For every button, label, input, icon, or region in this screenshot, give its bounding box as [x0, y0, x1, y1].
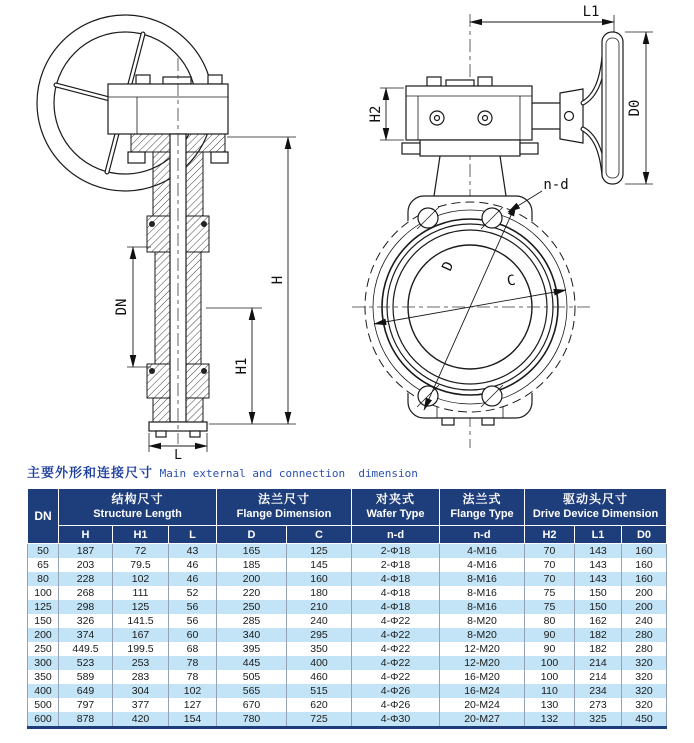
- value-cell: 111: [113, 586, 169, 600]
- value-cell: 143: [575, 572, 622, 586]
- value-cell: 72: [113, 544, 169, 559]
- value-cell: 210: [287, 600, 352, 614]
- table-row: [28, 656, 667, 670]
- col-header-nd-wafer: n-d: [352, 526, 440, 544]
- group-flange-dim-en: Flange Dimension: [236, 507, 332, 520]
- value-cell: 167: [113, 628, 169, 642]
- value-cell: 75: [525, 600, 575, 614]
- value-cell: 102: [169, 684, 217, 698]
- gearbox-front: [108, 75, 228, 134]
- col-header-c: C: [287, 526, 352, 544]
- value-cell: 240: [287, 614, 352, 628]
- value-cell: 4-Φ30: [352, 712, 440, 728]
- value-cell: 130: [525, 698, 575, 712]
- value-cell: 56: [169, 600, 217, 614]
- section-title-en: Main external and connection dimension: [153, 467, 418, 480]
- value-cell: 46: [169, 558, 217, 572]
- value-cell: 8-M20: [440, 614, 525, 628]
- value-cell: 160: [622, 544, 667, 559]
- dn-cell: 80: [28, 572, 59, 586]
- value-cell: 90: [525, 642, 575, 656]
- col-header-l1: L1: [575, 526, 622, 544]
- group-structure-zh: 结构尺寸: [111, 492, 164, 507]
- value-cell: 20-M24: [440, 698, 525, 712]
- dn-cell: 200: [28, 628, 59, 642]
- value-cell: 185: [217, 558, 287, 572]
- value-cell: 250: [217, 600, 287, 614]
- table-row: [28, 712, 667, 728]
- value-cell: 16-M20: [440, 670, 525, 684]
- col-group-structure: [59, 489, 217, 526]
- value-cell: 12-M20: [440, 642, 525, 656]
- col-header-d: D: [217, 526, 287, 544]
- value-cell: 4-Φ22: [352, 656, 440, 670]
- dn-cell: 400: [28, 684, 59, 698]
- value-cell: 203: [59, 558, 113, 572]
- value-cell: 4-Φ18: [352, 572, 440, 586]
- dim-L1: [470, 4, 614, 33]
- value-cell: 132: [525, 712, 575, 728]
- col-header-h: H: [59, 526, 113, 544]
- value-cell: 8-M16: [440, 600, 525, 614]
- table-row: [28, 670, 667, 684]
- group-drive-zh: 驱动头尺寸: [562, 492, 628, 507]
- value-cell: 150: [575, 586, 622, 600]
- value-cell: 200: [622, 586, 667, 600]
- dim-label-D0: D0: [627, 99, 643, 117]
- value-cell: 4-Φ22: [352, 642, 440, 656]
- value-cell: 70: [525, 544, 575, 559]
- value-cell: 725: [287, 712, 352, 728]
- dn-cell: 125: [28, 600, 59, 614]
- col-group-wafer: [352, 489, 440, 526]
- value-cell: 16-M24: [440, 684, 525, 698]
- value-cell: 100: [525, 656, 575, 670]
- col-group-flange-dim: [217, 489, 352, 526]
- dim-label-D: D: [439, 259, 458, 274]
- value-cell: 154: [169, 712, 217, 728]
- value-cell: 127: [169, 698, 217, 712]
- dim-DN: [114, 247, 151, 367]
- value-cell: 280: [622, 628, 667, 642]
- value-cell: 670: [217, 698, 287, 712]
- value-cell: 8-M16: [440, 572, 525, 586]
- value-cell: 320: [622, 656, 667, 670]
- value-cell: 125: [287, 544, 352, 559]
- group-wafer-en: Wafer Type: [366, 507, 425, 520]
- value-cell: 878: [59, 712, 113, 728]
- dimension-table: [27, 488, 667, 729]
- value-cell: 8-M16: [440, 586, 525, 600]
- value-cell: 90: [525, 628, 575, 642]
- value-cell: 200: [217, 572, 287, 586]
- group-flange-type-zh: 法兰式: [462, 492, 502, 507]
- value-cell: 150: [575, 600, 622, 614]
- value-cell: 79.5: [113, 558, 169, 572]
- value-cell: 2-Φ18: [352, 558, 440, 572]
- value-cell: 162: [575, 614, 622, 628]
- dn-cell: 50: [28, 544, 59, 559]
- value-cell: 304: [113, 684, 169, 698]
- value-cell: 160: [622, 558, 667, 572]
- value-cell: 180: [287, 586, 352, 600]
- value-cell: 4-Φ18: [352, 600, 440, 614]
- value-cell: 4-Φ22: [352, 670, 440, 684]
- value-cell: 374: [59, 628, 113, 642]
- value-cell: 780: [217, 712, 287, 728]
- col-group-drive: [525, 489, 667, 526]
- value-cell: 4-Φ22: [352, 628, 440, 642]
- value-cell: 100: [525, 670, 575, 684]
- value-cell: 4-Φ18: [352, 586, 440, 600]
- col-header-l: L: [169, 526, 217, 544]
- value-cell: 145: [287, 558, 352, 572]
- value-cell: 214: [575, 670, 622, 684]
- value-cell: 298: [59, 600, 113, 614]
- front-view: [37, 15, 296, 460]
- value-cell: 515: [287, 684, 352, 698]
- value-cell: 199.5: [113, 642, 169, 656]
- dim-H: [209, 137, 296, 424]
- value-cell: 350: [287, 642, 352, 656]
- value-cell: 78: [169, 656, 217, 670]
- value-cell: 340: [217, 628, 287, 642]
- dn-cell: 300: [28, 656, 59, 670]
- value-cell: 80: [525, 614, 575, 628]
- group-flange-dim-zh: 法兰尺寸: [257, 492, 310, 507]
- value-cell: 283: [113, 670, 169, 684]
- value-cell: 320: [622, 670, 667, 684]
- value-cell: 320: [622, 684, 667, 698]
- value-cell: 160: [287, 572, 352, 586]
- value-cell: 395: [217, 642, 287, 656]
- dim-label-H1: H1: [234, 357, 250, 375]
- table-row: [28, 642, 667, 656]
- value-cell: 325: [575, 712, 622, 728]
- value-cell: 523: [59, 656, 113, 670]
- value-cell: 797: [59, 698, 113, 712]
- value-cell: 12-M20: [440, 656, 525, 670]
- table-row: [28, 684, 667, 698]
- value-cell: 295: [287, 628, 352, 642]
- value-cell: 505: [217, 670, 287, 684]
- value-cell: 450: [622, 712, 667, 728]
- dim-H2: [368, 88, 404, 140]
- value-cell: 52: [169, 586, 217, 600]
- dim-D0: [625, 32, 653, 184]
- table-row: [28, 600, 667, 614]
- col-header-d0: D0: [622, 526, 667, 544]
- dn-cell: 150: [28, 614, 59, 628]
- value-cell: 228: [59, 572, 113, 586]
- value-cell: 43: [169, 544, 217, 559]
- table-header: [28, 489, 667, 544]
- group-wafer-zh: 对夹式: [375, 492, 415, 507]
- section-title: [27, 462, 694, 482]
- value-cell: 214: [575, 656, 622, 670]
- value-cell: 4-Φ26: [352, 698, 440, 712]
- group-drive-en: Drive Device Dimension: [532, 507, 659, 520]
- value-cell: 449.5: [59, 642, 113, 656]
- value-cell: 273: [575, 698, 622, 712]
- dn-cell: 600: [28, 712, 59, 728]
- value-cell: 253: [113, 656, 169, 670]
- callout-n-d: [508, 177, 569, 212]
- value-cell: 68: [169, 642, 217, 656]
- section-title-zh: 主要外形和连接尺寸: [27, 465, 154, 480]
- value-cell: 565: [217, 684, 287, 698]
- table-row: [28, 614, 667, 628]
- dim-label-n-d: n-d: [543, 177, 569, 193]
- table-row: [28, 698, 667, 712]
- gearbox-side: [406, 77, 532, 140]
- value-cell: 182: [575, 628, 622, 642]
- value-cell: 4-Φ22: [352, 614, 440, 628]
- col-header-nd-flange: n-d: [440, 526, 525, 544]
- value-cell: 143: [575, 544, 622, 559]
- table-row: [28, 558, 667, 572]
- value-cell: 165: [217, 544, 287, 559]
- value-cell: 420: [113, 712, 169, 728]
- value-cell: 234: [575, 684, 622, 698]
- table-body: [28, 544, 667, 728]
- value-cell: 589: [59, 670, 113, 684]
- value-cell: 46: [169, 572, 217, 586]
- value-cell: 445: [217, 656, 287, 670]
- value-cell: 400: [287, 656, 352, 670]
- dn-cell: 100: [28, 586, 59, 600]
- value-cell: 268: [59, 586, 113, 600]
- value-cell: 187: [59, 544, 113, 559]
- value-cell: 4-M16: [440, 558, 525, 572]
- value-cell: 240: [622, 614, 667, 628]
- value-cell: 326: [59, 614, 113, 628]
- dim-label-DN: DN: [114, 298, 130, 316]
- value-cell: 620: [287, 698, 352, 712]
- value-cell: 285: [217, 614, 287, 628]
- value-cell: 182: [575, 642, 622, 656]
- dn-cell: 65: [28, 558, 59, 572]
- value-cell: 102: [113, 572, 169, 586]
- table-row: [28, 586, 667, 600]
- dim-label-H: H: [270, 275, 286, 285]
- value-cell: 377: [113, 698, 169, 712]
- value-cell: 75: [525, 586, 575, 600]
- table-row: [28, 544, 667, 559]
- dim-label-L1: L1: [582, 4, 600, 20]
- value-cell: 70: [525, 558, 575, 572]
- value-cell: 56: [169, 614, 217, 628]
- side-view: [352, 4, 653, 448]
- value-cell: 4-Φ26: [352, 684, 440, 698]
- value-cell: 160: [622, 572, 667, 586]
- group-structure-en: Structure Length: [93, 507, 182, 520]
- dn-cell: 250: [28, 642, 59, 656]
- value-cell: 110: [525, 684, 575, 698]
- value-cell: 320: [622, 698, 667, 712]
- value-cell: 125: [113, 600, 169, 614]
- value-cell: 60: [169, 628, 217, 642]
- value-cell: 220: [217, 586, 287, 600]
- value-cell: 78: [169, 670, 217, 684]
- dim-label-L: L: [174, 448, 182, 460]
- dn-cell: 350: [28, 670, 59, 684]
- value-cell: 143: [575, 558, 622, 572]
- table-row: [28, 572, 667, 586]
- value-cell: 20-M27: [440, 712, 525, 728]
- value-cell: 200: [622, 600, 667, 614]
- value-cell: 460: [287, 670, 352, 684]
- value-cell: 70: [525, 572, 575, 586]
- table-row: [28, 628, 667, 642]
- value-cell: 4-M16: [440, 544, 525, 559]
- value-cell: 8-M20: [440, 628, 525, 642]
- value-cell: 280: [622, 642, 667, 656]
- dim-H1: [206, 308, 262, 424]
- group-flange-type-en: Flange Type: [450, 507, 514, 520]
- dim-label-H2: H2: [368, 105, 384, 123]
- handwheel-side: [532, 32, 623, 184]
- value-cell: 2-Φ18: [352, 544, 440, 559]
- col-header-h1: H1: [113, 526, 169, 544]
- value-cell: 649: [59, 684, 113, 698]
- col-header-dn: DN: [28, 489, 59, 544]
- value-cell: 141.5: [113, 614, 169, 628]
- col-group-flange-type: [440, 489, 525, 526]
- dim-label-C: C: [505, 272, 517, 290]
- col-header-h2: H2: [525, 526, 575, 544]
- dn-cell: 500: [28, 698, 59, 712]
